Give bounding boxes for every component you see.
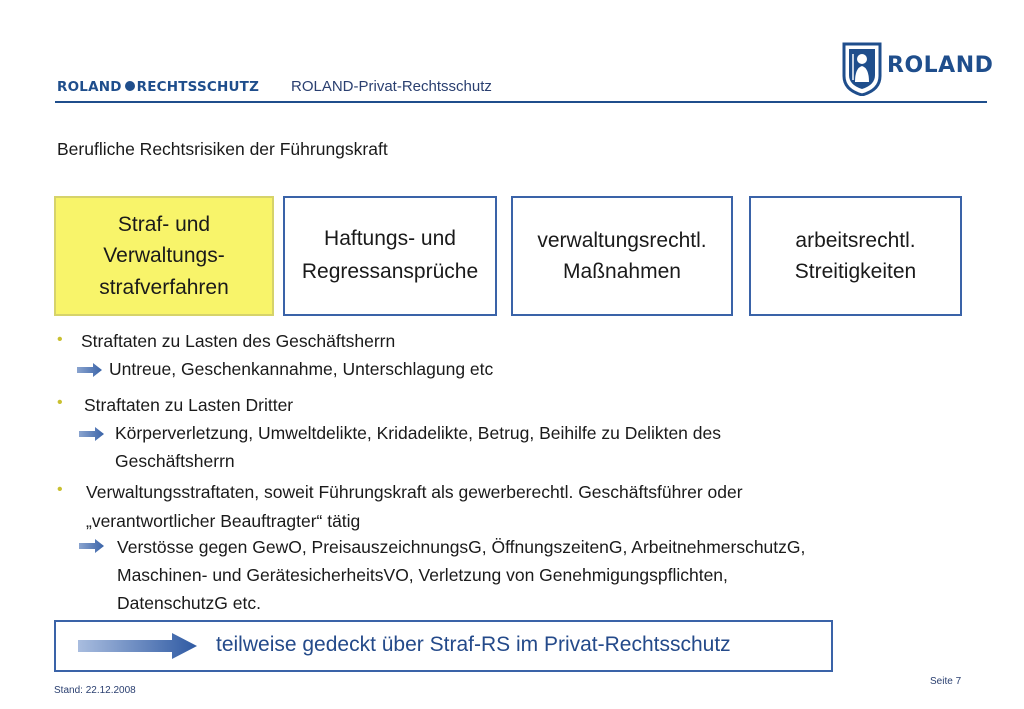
page-number: Seite 7 [930, 676, 962, 687]
sub-item: Geschäftsherrn [115, 451, 235, 471]
box-line: verwaltungsrechtl. [537, 228, 707, 252]
roland-rechtsschutz-logo [57, 79, 259, 95]
header-divider [55, 101, 987, 103]
risk-box-haftung [283, 196, 497, 316]
header-subtitle: ROLAND-Privat-Rechtsschutz [291, 78, 492, 95]
bullet-item: Straftaten zu Lasten Dritter [84, 395, 294, 415]
arrow-right-icon [77, 362, 103, 378]
footer-date: Stand: 22.12.2008 [54, 685, 136, 696]
logo-dot-icon [125, 81, 135, 91]
box-line: Haftungs- und [324, 227, 456, 251]
box-line: arbeitsrechtl. [795, 228, 916, 252]
bullet-icon: • [57, 481, 63, 498]
arrow-right-icon [78, 632, 198, 660]
bullet-icon: • [57, 394, 63, 411]
sub-item: Maschinen- und GerätesicherheitsVO, Verletzung von Genehmigungspflichten, [117, 565, 728, 585]
sub-item: Verstösse gegen GewO, PreisauszeichnungsG, ÖffnungszeitenG, ArbeitnehmerschutzG, [117, 537, 806, 557]
roland-emblem-icon [842, 42, 882, 96]
arrow-right-icon [79, 538, 105, 554]
bullet-item: Verwaltungsstraftaten, soweit Führungskraft als gewerberechtl. Geschäftsführer oder [86, 482, 743, 502]
risk-box-strafverfahren [54, 196, 274, 316]
arrow-right-icon [79, 426, 105, 442]
risk-box-verwaltung [511, 196, 733, 316]
box-line: Maßnahmen [563, 260, 681, 283]
sub-item: Körperverletzung, Umweltdelikte, Kridadelikte, Betrug, Beihilfe zu Delikten des [115, 423, 721, 443]
summary-text: teilweise gedeckt über Straf-RS im Privat-Rechtsschutz [216, 633, 731, 656]
page-title: Berufliche Rechtsrisiken der Führungskraft [57, 139, 388, 159]
bullet-icon: • [57, 331, 63, 348]
sub-item: DatenschutzG etc. [117, 593, 261, 613]
bullet-item-continued: „verantwortlicher Beauftragter“ tätig [86, 511, 361, 531]
logo-left-word2: RECHTSSCHUTZ [136, 79, 260, 95]
box-line: strafverfahren [99, 275, 229, 299]
logo-left-word1: ROLAND [57, 79, 122, 95]
sub-item: Untreue, Geschenkannahme, Unterschlagung etc [109, 359, 494, 379]
box-line: Streitigkeiten [794, 260, 917, 283]
risk-box-arbeitsrecht [749, 196, 962, 316]
box-line: Straf- und [117, 212, 211, 236]
bullet-item: Straftaten zu Lasten des Geschäftsherrn [81, 331, 396, 351]
roland-logo [842, 42, 994, 98]
roland-logo-word: ROLAND [887, 53, 994, 78]
box-line: Regressansprüche [301, 260, 479, 283]
box-line: Verwaltungs- [103, 244, 225, 268]
